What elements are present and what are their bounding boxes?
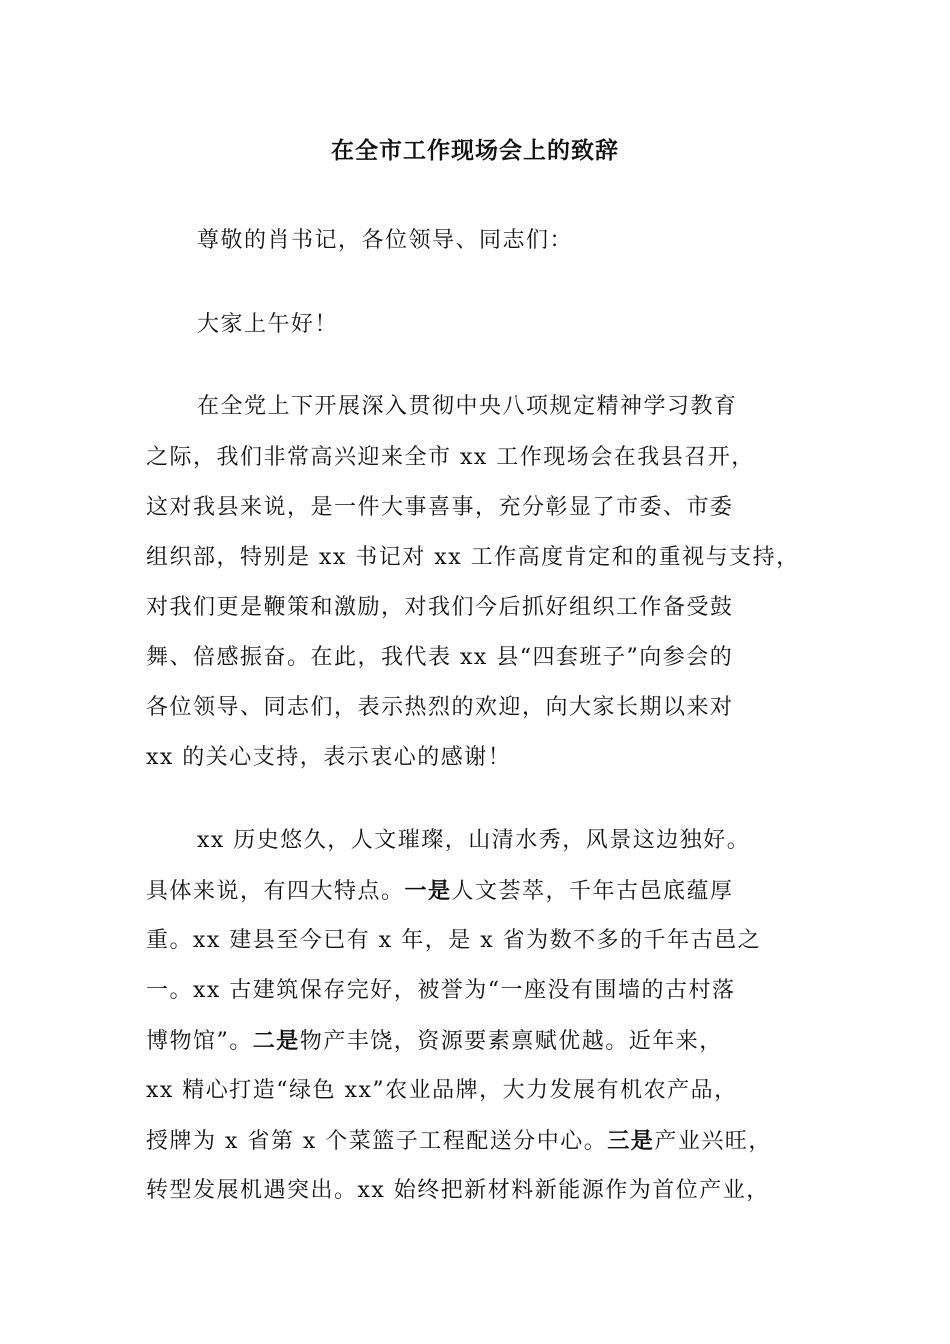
paragraph-line: 在全党上下开展深入贯彻中央八项规定精神学习教育 <box>197 394 738 419</box>
bold-marker: 一是 <box>404 878 452 904</box>
greeting: 大家上午好！ <box>197 312 339 337</box>
text-run: 人文荟萃，千年古邑底蕴厚 <box>451 879 734 904</box>
paragraph-line: 各位领导、同志们，表示热烈的欢迎，向大家长期以来对 <box>146 695 734 720</box>
text-run: 具体来说，有四大特点。 <box>146 879 405 904</box>
paragraph-line: 转型发展机遇突出。xx 始终把新材料新能源作为首位产业， <box>146 1178 770 1203</box>
salutation: 尊敬的肖书记，各位领导、同志们： <box>197 228 574 253</box>
paragraph-line: 重。xx 建县至今已有 x 年，是 x 省为数不多的千年古邑之 <box>146 928 762 953</box>
bold-marker: 三是 <box>607 1128 655 1154</box>
paragraph-line: 这对我县来说，是一件大事喜事，充分彰显了市委、市委 <box>146 495 734 520</box>
paragraph-line <box>146 1026 723 1057</box>
bold-marker: 二是 <box>252 1028 300 1054</box>
text-run: 物产丰饶，资源要素禀赋优越。近年来， <box>299 1029 723 1054</box>
paragraph-line: 一。xx 古建筑保存完好，被誉为“一座没有围墙的古村落 <box>146 978 736 1003</box>
document-title: 在全市工作现场会上的致辞 <box>331 137 619 164</box>
paragraph-line <box>146 1126 772 1157</box>
paragraph-line: xx 精心打造“绿色 xx”农业品牌，大力发展有机农产品， <box>146 1078 738 1103</box>
paragraph-line <box>146 876 734 907</box>
paragraph-line: xx 历史悠久，人文璀璨，山清水秀，风景这边独好。 <box>197 828 751 853</box>
text-run: 授牌为 x 省第 x 个菜篮子工程配送分中心。 <box>146 1129 608 1154</box>
paragraph-line: xx 的关心支持，表示衷心的感谢！ <box>146 745 512 770</box>
paragraph-line: 对我们更是鞭策和激励，对我们今后抓好组织工作备受鼓 <box>146 595 734 620</box>
paragraph-line: 之际，我们非常高兴迎来全市 xx 工作现场会在我县召开， <box>146 445 755 470</box>
text-run: 博物馆”。 <box>146 1029 253 1054</box>
text-run: 产业兴旺， <box>654 1129 772 1154</box>
paragraph-line: 舞、倍感振奋。在此，我代表 xx 县“四套班子”向参会的 <box>146 645 734 670</box>
paragraph-line: 组织部，特别是 xx 书记对 xx 工作高度肯定和的重视与支持， <box>146 545 800 570</box>
